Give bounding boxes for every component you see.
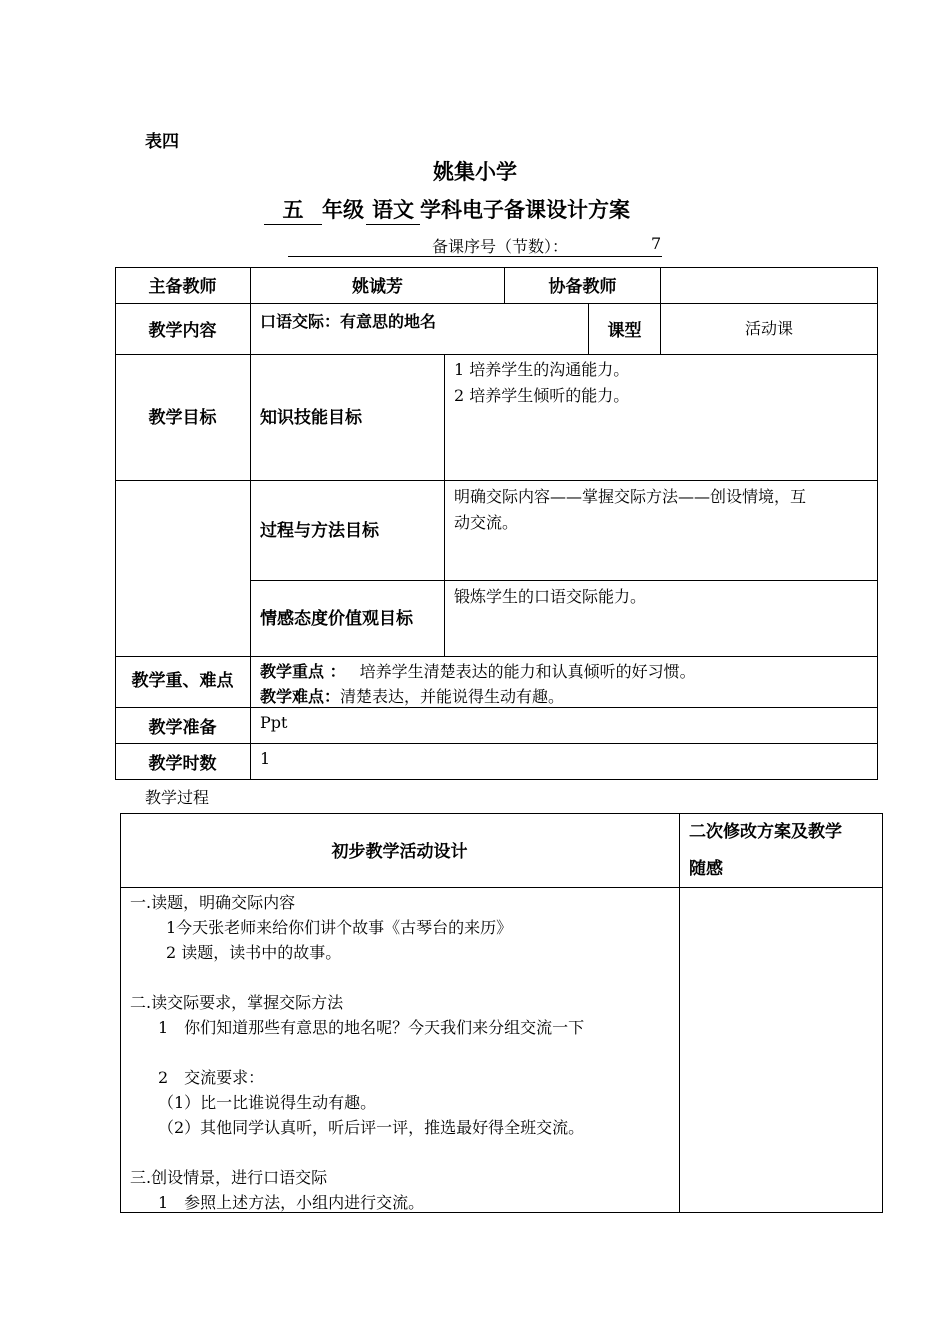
key-point-text: 培养学生清楚表达的能力和认真倾听的好习惯。: [359, 662, 696, 681]
lead-teacher-value: 姚诚芳: [352, 277, 403, 297]
content-label: 教学内容: [148, 321, 217, 341]
process-line-9: （1）比一比谁说得生动有趣。: [158, 1093, 377, 1112]
process-line-13: 1 参照上述方法，小组内进行交流。: [158, 1193, 425, 1212]
goal-process-label: 过程与方法目标: [260, 521, 379, 541]
content-value: 口语交际：有意思的地名: [260, 312, 437, 331]
process-line-10: （2）其他同学认真听，听后评一评，推选最好得全班交流。: [158, 1118, 585, 1137]
lesson-number-value: 7: [651, 234, 662, 253]
prep-label: 教学准备: [148, 718, 217, 738]
goal-knowledge-line-2: 2 培养学生倾听的能力。: [454, 386, 630, 405]
process-line-5: 二.读交际要求，掌握交际方法: [130, 993, 344, 1012]
key-point-label: 教学重点 ：: [260, 662, 346, 681]
goal-process-line-2: 动交流。: [454, 513, 519, 532]
revision-header-line-1: 二次修改方案及教学: [689, 822, 842, 842]
process-line-8: 2 交流要求：: [158, 1068, 265, 1087]
lesson-type-value: 活动课: [744, 319, 793, 338]
school-name: 姚集小学: [433, 160, 517, 184]
goal-emotion-value: 锻炼学生的口语交际能力。: [454, 587, 647, 606]
goal-knowledge-label: 知识技能目标: [260, 408, 362, 428]
lesson-number-line: [288, 234, 662, 257]
process-line-6: 1 你们知道那些有意思的地名呢？今天我们来分组交流一下: [158, 1018, 585, 1037]
process-line-1: 一.读题，明确交际内容: [130, 893, 296, 912]
info-table: [115, 267, 878, 780]
table-tag: 表四: [145, 132, 179, 152]
key-point-line: [260, 659, 696, 682]
keypoints-label: 教学重、难点: [131, 671, 234, 691]
process-line-3: 2 读题，读书中的故事。: [166, 943, 342, 962]
process-table: [120, 813, 883, 1213]
goal-emotion-label: 情感态度价值观目标: [260, 609, 413, 629]
subject-value: 语文: [366, 194, 420, 225]
plan-title-line: [264, 194, 630, 225]
difficult-point-text: 清楚表达，并能说得生动有趣。: [340, 687, 565, 706]
prep-value: Ppt: [260, 713, 288, 732]
process-caption: 教学过程: [145, 788, 210, 807]
difficult-point-label: 教学难点：: [260, 687, 341, 706]
grade-suffix: 年级: [322, 198, 364, 222]
lesson-number-label: 备课序号（节数）：: [432, 237, 569, 256]
co-teacher-label: 协备教师: [548, 277, 617, 297]
grade-value: 五: [264, 194, 322, 225]
process-line-2: 1今天张老师来给你们讲个故事《古琴台的来历》: [166, 918, 513, 937]
goal-knowledge-line-1: 1 培养学生的沟通能力。: [454, 360, 630, 379]
goal-process-line-1: 明确交际内容——掌握交际方法——创设情境，互: [454, 487, 807, 506]
revision-header-line-2: 随感: [689, 859, 723, 879]
lead-teacher-label: 主备教师: [148, 277, 217, 297]
difficult-point-line: [260, 684, 564, 707]
hours-value: 1: [260, 749, 271, 768]
plan-title: 学科电子备课设计方案: [420, 198, 630, 222]
goals-label: 教学目标: [148, 408, 217, 428]
initial-design-header: 初步教学活动设计: [331, 842, 468, 862]
hours-label: 教学时数: [148, 754, 217, 774]
process-line-12: 三.创设情景，进行口语交际: [130, 1168, 328, 1187]
lesson-type-label: 课型: [607, 321, 642, 341]
